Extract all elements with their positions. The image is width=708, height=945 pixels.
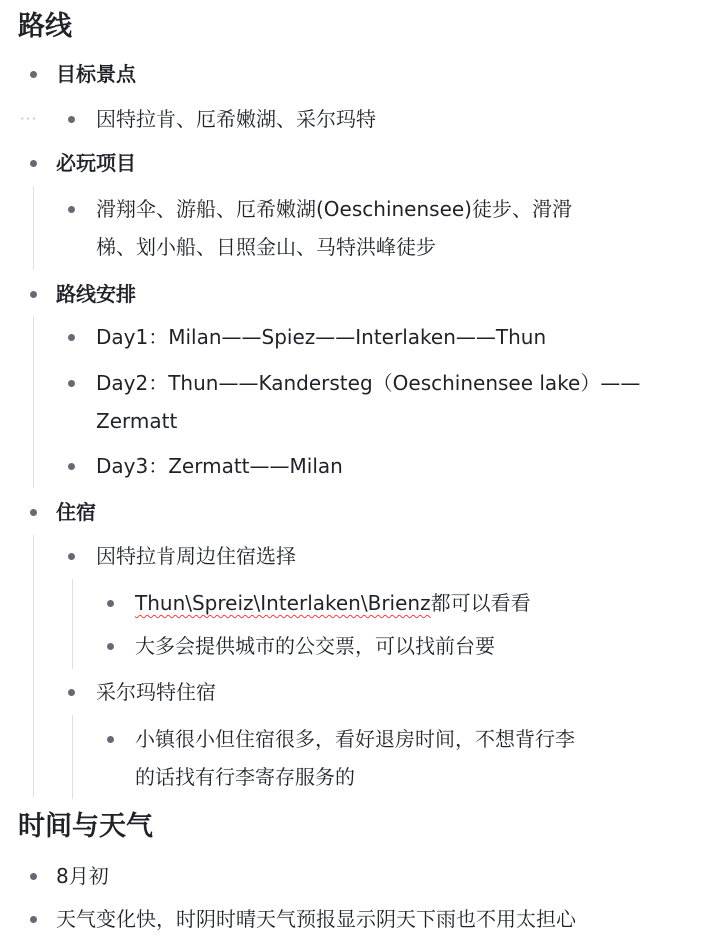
list-item-interlaken-stay[interactable]: 因特拉肯周边住宿选择 — [96, 544, 296, 568]
bullet-dot-icon — [30, 71, 37, 78]
list-item-targets[interactable]: 因特拉肯、厄希嫩湖、采尔玛特 — [96, 107, 376, 131]
list-item-time[interactable]: 8月初 — [56, 864, 109, 888]
list-item-day2-line2[interactable]: Zermatt — [96, 409, 178, 433]
indent-guide-line — [72, 715, 73, 799]
list-item-town-options[interactable] — [135, 586, 531, 621]
bullet-dot-icon — [30, 873, 37, 880]
list-item-day3[interactable]: Day3：Zermatt——Milan — [96, 454, 343, 478]
bullet-dot-icon — [68, 689, 75, 696]
bullet-dot-icon — [30, 160, 37, 167]
bullet-dot-icon — [30, 291, 37, 298]
list-item-text: 都可以看看 — [430, 591, 531, 615]
bullet-dot-icon — [68, 206, 75, 213]
bullet-dot-icon — [107, 643, 114, 650]
list-item-day2-line1[interactable]: Day2：Thun——Kandersteg（Oeschinensee lake）—— — [96, 371, 641, 395]
bullet-dot-icon — [68, 116, 75, 123]
list-item-must-do-line1[interactable]: 滑翔伞、游船、厄希嫩湖(Oeschinensee)徒步、滑滑 — [96, 197, 572, 221]
list-item-weather[interactable]: 天气变化快，时阴时晴天气预报显示阴天下雨也不用太担心 — [56, 907, 576, 931]
list-item-transit-ticket[interactable]: 大多会提供城市的公交票，可以找前台要 — [135, 634, 495, 658]
bullet-targets[interactable]: 目标景点 — [56, 62, 136, 86]
bullet-dot-icon — [30, 916, 37, 923]
section-title-time-weather: 时间与天气 — [18, 811, 153, 842]
bullet-dot-icon — [68, 334, 75, 341]
list-item-must-do-line2[interactable]: 梯、划小船、日照金山、马特洪峰徒步 — [96, 235, 436, 259]
bullet-dot-icon — [107, 736, 114, 743]
indent-guide-line — [33, 186, 34, 270]
list-item-zermatt-tip-line1[interactable]: 小镇很小但住宿很多，看好退房时间，不想背行李 — [135, 727, 575, 751]
bullet-dot-icon — [68, 463, 75, 470]
list-item-day1[interactable]: Day1：Milan——Spiez——Interlaken——Thun — [96, 325, 547, 349]
spellcheck-text[interactable]: Thun\Spreiz\Interlaken\Brienz — [135, 591, 431, 615]
indent-guide-line — [72, 579, 73, 669]
bullet-dot-icon — [68, 380, 75, 387]
bullet-stay[interactable]: 住宿 — [56, 500, 96, 524]
list-item-zermatt-stay[interactable]: 采尔玛特住宿 — [96, 680, 216, 704]
bullet-route-plan[interactable]: 路线安排 — [56, 282, 136, 306]
bullet-dot-icon — [107, 600, 114, 607]
list-item-zermatt-tip-line2[interactable]: 的话找有行李寄存服务的 — [135, 765, 355, 789]
bullet-must-do[interactable]: 必玩项目 — [56, 151, 136, 175]
bullet-dot-icon — [30, 509, 37, 516]
indent-guide-line — [33, 316, 34, 488]
section-title-route: 路线 — [18, 11, 72, 42]
bullet-dot-icon — [68, 553, 75, 560]
indent-guide-line — [33, 535, 34, 797]
more-dots-icon[interactable]: ··· — [20, 110, 38, 128]
